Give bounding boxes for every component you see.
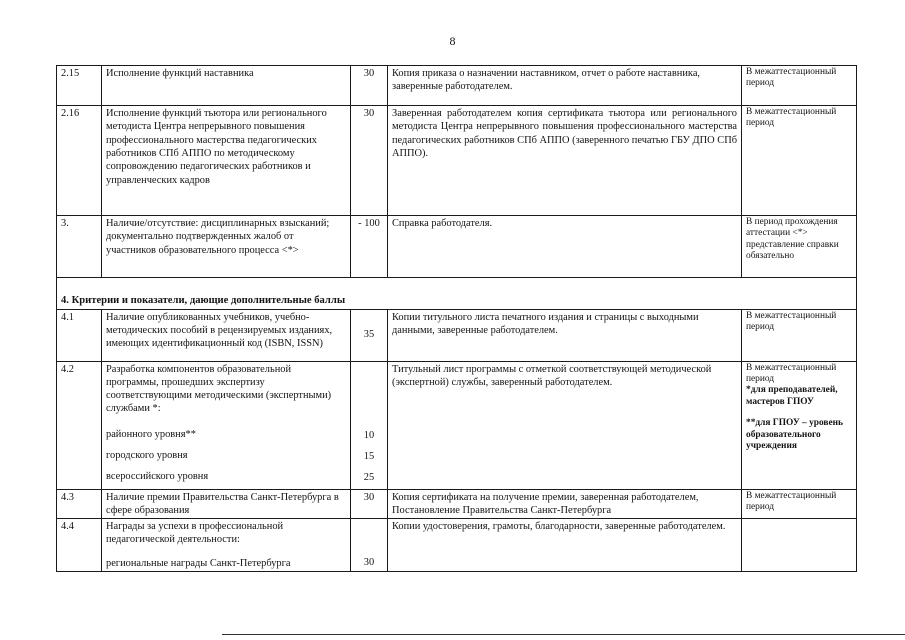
table-row [57,519,857,572]
assessment-period [742,519,857,572]
row-number: 4.4 [57,519,102,572]
section-title: 4. Критерии и показатели, дающие дополнительные баллы [57,278,857,310]
confirming-document: Заверенная работодателем копия сертификата тьютора или регионального методиста Центра непрерывного повышения профессионального мастерства педагогических работников СПб АППО (заверенного печатью ГБУ ДПО СПб АППО). [388,106,742,216]
confirming-document: Копия сертификата на получение премии, заверенная работодателем, Постановление Правительства Санкт-Петербурга [388,489,742,519]
row-number: 2.16 [57,106,102,216]
table-row [57,66,857,106]
row-number: 4.3 [57,489,102,519]
page-bottom-rule [222,634,905,635]
table-row [57,361,857,489]
page-number: 8 [449,34,456,48]
row-number: 3. [57,216,102,278]
table-row [57,489,857,519]
points-value: 30 [351,106,388,216]
criterion-text: Награды за успехи в профессиональной педагогической деятельности: [106,521,284,546]
assessment-period: В межаттестационный период [742,489,857,519]
points-national: 25 [363,472,375,484]
confirming-document: Справка работодателя. [388,216,742,278]
period-text: В межаттестационный период [746,362,837,385]
row-number: 4.1 [57,309,102,361]
period-note-gpou: **для ГПОУ – уровень образовательного учреждения [746,418,844,452]
assessment-period: В межаттестационный период [742,106,857,216]
points-value: 30 [351,489,388,519]
points-regional-awards: 30 [363,557,375,569]
table-row [57,106,857,216]
criteria-table [56,65,857,572]
points-value [351,519,388,572]
points-value: - 100 [351,216,388,278]
assessment-period: В период прохождения аттестации <*> представление справки обязательно [742,216,857,278]
criterion-name [102,519,351,572]
criterion-name: Наличие/отсутствие: дисциплинарных взысканий; документально подтвержденных жалоб от участников образовательного процесса <*> [102,216,351,278]
confirming-document: Титульный лист программы с отметкой соответствующей методической (экспертной) службы, заверенный работодателем. [388,361,742,489]
confirming-document: Копии титульного листа печатного издания и страницы с выходными данными, заверенные работодателем. [388,309,742,361]
row-number: 4.2 [57,361,102,489]
points-value: 35 [351,309,388,361]
award-level: региональные награды Санкт-Петербурга [106,557,291,569]
level-regional-district: районного уровня** [106,428,196,440]
points-city: 15 [363,450,375,462]
criterion-name: Наличие премии Правительства Санкт-Петербурга в сфере образования [102,489,351,519]
points-values [351,361,388,489]
period-note-teachers: *для преподавателей, мастеров ГПОУ [746,385,838,407]
criterion-name: Исполнение функций тьютора или регионального методиста Центра непрерывного повышения профессионального мастерства педагогических работников СПб АППО по методическому сопровождению педагогических работников и управленческих кадров [102,106,351,216]
level-national: всероссийского уровня [106,471,209,483]
points-value: 30 [351,66,388,106]
section-header-row [57,278,857,310]
confirming-document: Копии удостоверения, грамоты, благодарности, заверенные работодателем. [388,519,742,572]
assessment-period: В межаттестационный период [742,66,857,106]
criterion-name: Исполнение функций наставника [102,66,351,106]
level-city: городского уровня [106,450,188,462]
points-district: 10 [363,429,375,441]
row-number: 2.15 [57,66,102,106]
confirming-document: Копия приказа о назначении наставником, отчет о работе наставника, заверенные работодателем. [388,66,742,106]
criterion-name [102,361,351,489]
criterion-name: Наличие опубликованных учебников, учебно-методических пособий в рецензируемых изданиях, имеющих идентификационный код (ISBN, ISSN) [102,309,351,361]
assessment-period [742,361,857,489]
criterion-text: Разработка компонентов образовательной программы, прошедших экспертизу соответствующими методическими (экспертными) службами *: [106,363,332,415]
assessment-period: В межаттестационный период [742,309,857,361]
table-row [57,309,857,361]
table-row [57,216,857,278]
